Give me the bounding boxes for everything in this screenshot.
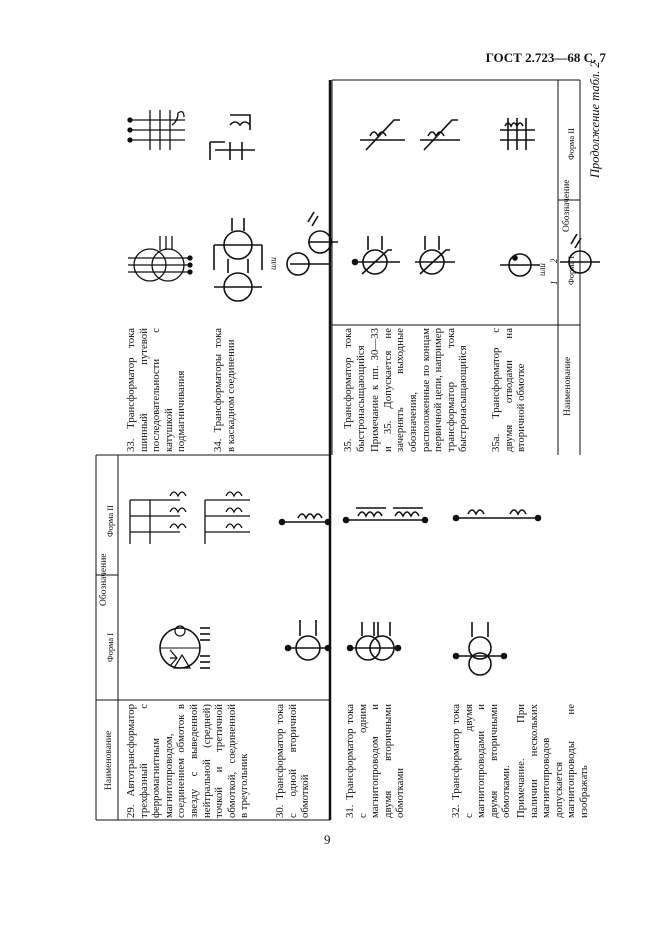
- ct-two-cores-form2-symbol: [454, 510, 541, 521]
- row-30-text: 30. Трансформатор тока с одной вторичной обмоткой: [274, 704, 312, 818]
- alt-label-35a-2: 2: [549, 258, 559, 263]
- row-33-text: 33. Трансформатор тока шинный путевой последовательности с катушкой подмагничивания: [125, 328, 188, 452]
- col-header-form1-right: Форма I: [566, 255, 576, 285]
- saturating-ct-form1-symbol: [353, 236, 456, 274]
- cascade-ct-form2-symbol: [210, 115, 255, 160]
- col-header-designation-right: Обозначение: [562, 179, 572, 232]
- busbar-ct-form1-symbol: [128, 236, 192, 281]
- alt-label-34: или: [268, 257, 278, 270]
- row-35-text: 35. Трансформатор тока быстронасыщающийся Примечание к пп. 30—33 и 35. Допускается не зачернять выходные обозначения, расположенные по концам первичной цепи, например трансформатор тока быстронасыщающийся: [342, 328, 470, 452]
- table-caption: Продолжение табл. 2: [588, 61, 602, 178]
- ct-single-winding-form1-symbol: [286, 620, 331, 660]
- row-31-text: 31. Трансформатор тока с одним магнитопроводом и двумя вторичными обмотками: [344, 704, 407, 818]
- page-header: ГОСТ 2.723—68 С. 7: [485, 50, 606, 65]
- page-number: 9: [324, 832, 331, 847]
- col-header-designation-left: Обозначение: [99, 553, 109, 606]
- col-header-form2-right: Форма II: [566, 128, 576, 160]
- row-34-text: 34. Трансформаторы тока в каскадном соединении: [212, 328, 237, 452]
- ct-single-winding-form2-symbol: [280, 514, 331, 525]
- col-header-form2-left: Форма II: [105, 505, 115, 537]
- ct-two-cores-form1-symbol: [454, 622, 507, 675]
- autotransformer-form1-symbol: [160, 626, 210, 668]
- alt-label-35a-1: 1: [549, 280, 559, 285]
- busbar-ct-form2-symbol: [128, 110, 185, 150]
- cascade-ct-form1-symbol: [214, 212, 338, 301]
- row-35a-text: 35а. Трансформатор с двумя отводами на вторичной обмотке: [490, 328, 528, 452]
- saturating-ct-form2-symbol: [360, 120, 460, 150]
- ct-two-windings-form1-symbol: [348, 622, 401, 660]
- ct-two-windings-form2-symbol: [344, 508, 428, 523]
- col-header-name-left: Наименование: [104, 730, 114, 790]
- alt-label-35a: или: [537, 263, 547, 276]
- tapped-ct-form1-symbol: [500, 234, 600, 276]
- row-32-text: 32. Трансформатор тока с двумя магнитопроводами и двумя вторичными обмотками. Примечание. При наличии нескольких магнитопроводов допускается магнитопроводы не изображать: [450, 704, 590, 818]
- tapped-ct-form2-symbol: [500, 118, 535, 150]
- col-header-form1-left: Форма I: [105, 632, 115, 662]
- col-header-name-right: Наименование: [563, 356, 573, 416]
- row-29-text: 29. Автотрансформатор трехфазный с ферромагнитным магнитопроводом, соединением обмоток в звезду с выведенной нейтральной (средней) точкой и третичной обмоткой, соединенной в треугольник: [125, 704, 251, 818]
- autotransformer-form2-symbol: [130, 492, 250, 544]
